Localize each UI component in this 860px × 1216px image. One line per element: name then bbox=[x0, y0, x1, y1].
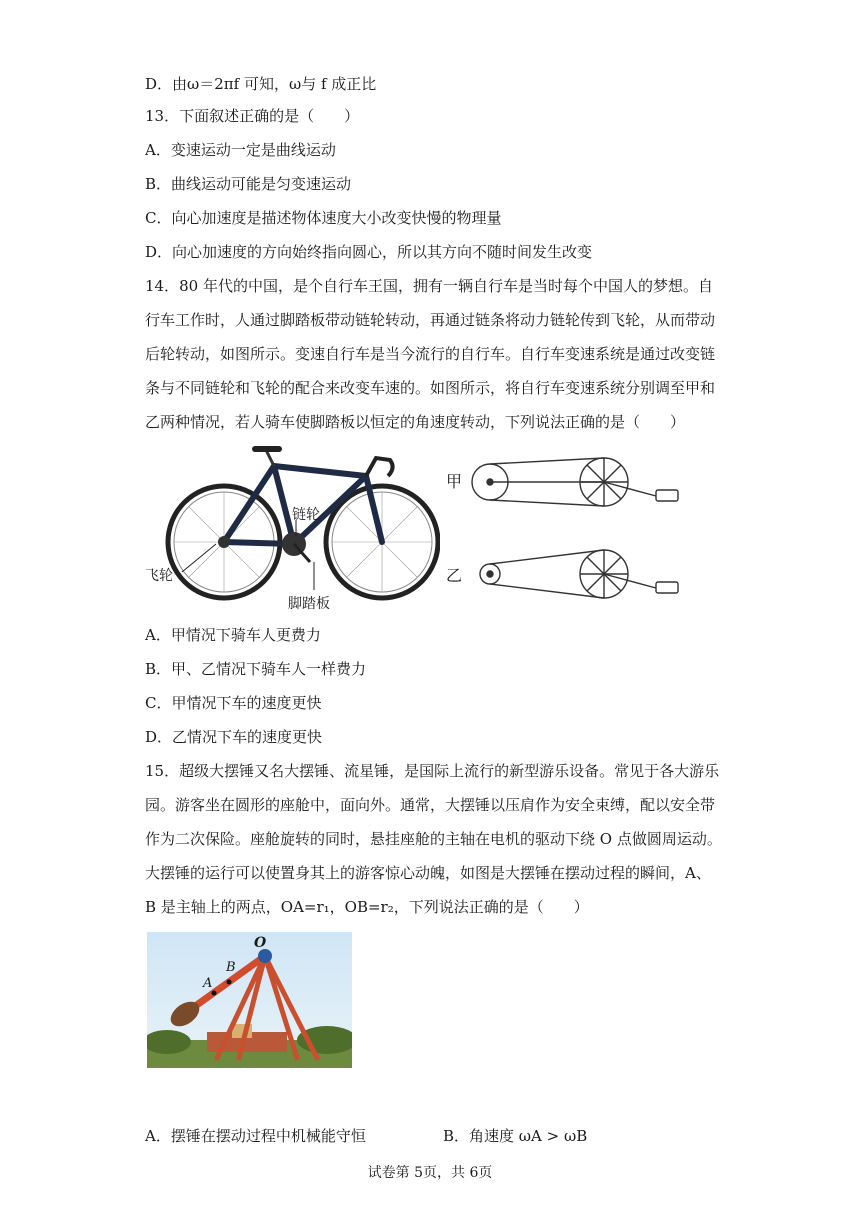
q15-option-b: B．角速度 ωA > ωB bbox=[443, 1127, 588, 1145]
pendulum-ride-photo bbox=[147, 932, 352, 1068]
q14-option-c: C．甲情况下车的速度更快 bbox=[145, 694, 322, 712]
q14-option-b: B．甲、乙情况下骑车人一样费力 bbox=[145, 660, 367, 678]
q12-option-d: D．由ω＝2πf 可知，ω与 f 成正比 bbox=[145, 75, 377, 93]
gear-diagram bbox=[466, 450, 686, 610]
q13-option-c: C．向心加速度是描述物体速度大小改变快慢的物理量 bbox=[145, 209, 502, 227]
q15-option-a: A．摆锤在摆动过程中机械能守恒 bbox=[145, 1127, 366, 1145]
bicycle-figure bbox=[144, 444, 440, 614]
q15-stem-line: 园。游客坐在圆形的座舱中，面向外。通常，大摆锤以压肩作为安全束缚，配以安全带 bbox=[145, 796, 716, 814]
q14-stem-line: 后轮转动，如图所示。变速自行车是当今流行的自行车。自行车变速系统是通过改变链 bbox=[145, 345, 716, 363]
q14-stem-line: 14．80 年代的中国，是个自行车王国，拥有一辆自行车是当时每个中国人的梦想。自 bbox=[145, 277, 713, 295]
q13-option-a: A．变速运动一定是曲线运动 bbox=[145, 141, 336, 159]
q14-option-d: D．乙情况下车的速度更快 bbox=[145, 728, 323, 746]
q15-stem-line: 15．超级大摆锤又名大摆锤、流星锤，是国际上流行的新型游乐设备。常见于各大游乐 bbox=[145, 762, 720, 780]
q13-option-d: D．向心加速度的方向始终指向圆心，所以其方向不随时间发生改变 bbox=[145, 243, 593, 261]
label-case-b: 乙 bbox=[446, 566, 463, 585]
q14-stem-line: 条与不同链轮和飞轮的配合来改变车速的。如图所示，将自行车变速系统分别调至甲和 bbox=[145, 379, 716, 397]
q13-stem: 13．下面叙述正确的是（ ） bbox=[145, 107, 360, 125]
page-footer: 试卷第 5页，共 6页 bbox=[367, 1165, 493, 1181]
q15-stem-line: 作为二次保险。座舱旋转的同时，悬挂座舱的主轴在电机的驱动下绕 O 点做圆周运动。 bbox=[145, 830, 722, 848]
q15-stem-line: B 是主轴上的两点，OA=r₁，OB=r₂，下列说法正确的是（ ） bbox=[145, 898, 589, 916]
q14-stem-line: 行车工作时，人通过脚踏板带动链轮转动，再通过链条将动力链轮传到飞轮，从而带动 bbox=[145, 311, 716, 329]
q13-option-b: B．曲线运动可能是匀变速运动 bbox=[145, 175, 352, 193]
q14-option-a: A．甲情况下骑车人更费力 bbox=[145, 626, 321, 644]
label-o: O bbox=[254, 935, 267, 951]
label-flywheel: 飞轮 bbox=[145, 568, 173, 584]
label-b: B bbox=[226, 960, 236, 975]
label-case-a: 甲 bbox=[446, 472, 463, 491]
label-chainring: 链轮 bbox=[292, 507, 320, 523]
label-pedal: 脚踏板 bbox=[288, 596, 330, 612]
q14-stem-line: 乙两种情况，若人骑车使脚踏板以恒定的角速度转动，下列说法正确的是（ ） bbox=[145, 413, 686, 431]
label-a: A bbox=[203, 976, 213, 991]
q15-stem-line: 大摆锤的运行可以使置身其上的游客惊心动魄，如图是大摆锤在摆动过程的瞬间，A、 bbox=[145, 864, 711, 882]
